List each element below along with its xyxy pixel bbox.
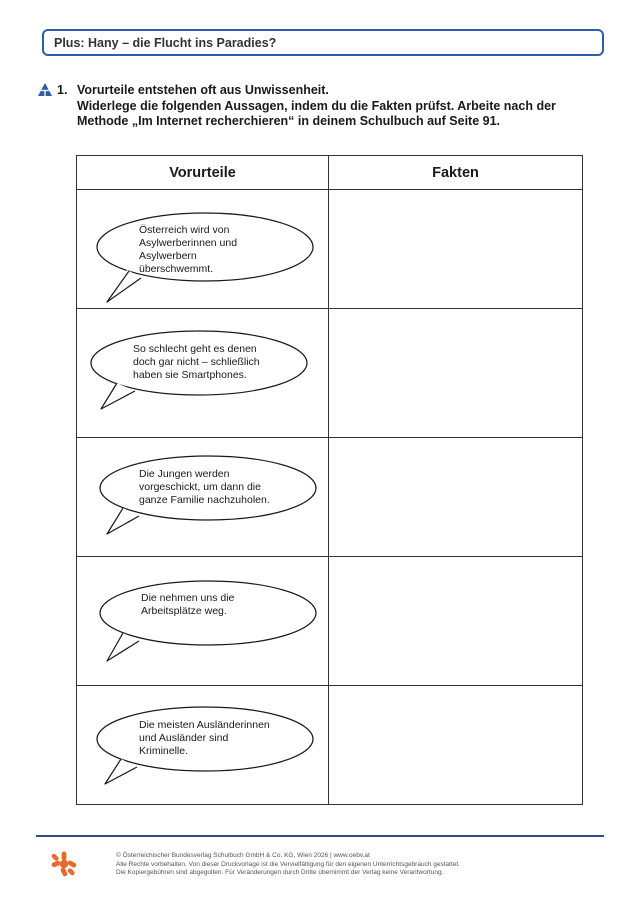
fact-cell[interactable] bbox=[329, 309, 583, 438]
task-line-2: Widerlege die folgenden Aussagen, indem du die Fakten prüfst. Arbeite nach der bbox=[77, 98, 556, 113]
task-line-1: Vorurteile entstehen oft aus Unwissenheit. bbox=[77, 83, 329, 97]
footer-line: Die Kopiergebühren sind abgegolten. Für Veränderungen durch Dritte übernimmt der Verlag keine Verantwortung. bbox=[116, 869, 444, 876]
prejudice-line: Arbeitsplätze weg. bbox=[141, 605, 227, 617]
prejudice-text bbox=[139, 224, 237, 276]
oebv-logo bbox=[50, 850, 78, 878]
prejudice-cell bbox=[77, 438, 329, 557]
table-row bbox=[77, 686, 583, 805]
prejudice-text bbox=[141, 592, 234, 618]
fact-cell[interactable] bbox=[329, 686, 583, 805]
column-header-prejudices: Vorurteile bbox=[77, 156, 329, 190]
prejudice-line: So schlecht geht es denen bbox=[133, 343, 257, 355]
prejudice-cell bbox=[77, 309, 329, 438]
prejudice-line: und Ausländer sind bbox=[139, 732, 229, 744]
prejudice-line: Österreich wird von bbox=[139, 224, 230, 236]
prejudice-cell bbox=[77, 190, 329, 309]
prejudice-line: Die Jungen werden bbox=[139, 468, 230, 480]
prejudice-text bbox=[139, 719, 270, 758]
prejudice-facts-table bbox=[76, 155, 583, 805]
column-header-facts: Fakten bbox=[329, 156, 583, 190]
table-row bbox=[77, 557, 583, 686]
footer-divider bbox=[36, 835, 604, 837]
prejudice-text bbox=[133, 343, 260, 382]
table-row bbox=[77, 438, 583, 557]
prejudice-line: doch gar nicht – schließlich bbox=[133, 356, 260, 368]
fact-cell[interactable] bbox=[329, 190, 583, 309]
prejudice-line: haben sie Smartphones. bbox=[133, 369, 247, 381]
footer-copyright bbox=[116, 852, 460, 878]
header-box bbox=[42, 29, 604, 56]
prejudice-line: Asylwerbern bbox=[139, 250, 197, 262]
prejudice-line: Die meisten Ausländerinnen bbox=[139, 719, 270, 731]
prejudice-line: ganze Familie nachzuholen. bbox=[139, 494, 270, 506]
prejudice-line: Asylwerberinnen und bbox=[139, 237, 238, 249]
footer-line: Alle Rechte vorbehalten. Von dieser Druckvorlage ist die Vervielfältigung für den eigenen Unterrichtsgebrauch gestattet. bbox=[116, 860, 460, 868]
task-number: 1. bbox=[57, 83, 68, 97]
prejudice-line: Die nehmen uns die bbox=[141, 592, 235, 604]
fact-cell[interactable] bbox=[329, 438, 583, 557]
prejudice-line: Kriminelle. bbox=[139, 745, 189, 757]
task-instructions bbox=[77, 83, 556, 130]
task-line-3: Methode „Im Internet recherchieren“ in deinem Schulbuch auf Seite 91. bbox=[77, 114, 501, 128]
prejudice-line: vorgeschickt, um dann die bbox=[139, 481, 261, 493]
triangle-level-icon bbox=[38, 83, 52, 96]
table-header-row bbox=[77, 156, 583, 190]
prejudice-cell bbox=[77, 557, 329, 686]
fact-cell[interactable] bbox=[329, 557, 583, 686]
footer-line: © Österreichischer Bundesverlag Schulbuch GmbH & Co. KG, Wien 2026 | www.oebv.at bbox=[116, 852, 370, 859]
page-title: Plus: Hany – die Flucht ins Paradies? bbox=[54, 35, 277, 50]
table-row bbox=[77, 309, 583, 438]
prejudice-line: überschwemmt. bbox=[139, 263, 214, 275]
speech-bubble bbox=[77, 557, 329, 685]
prejudice-text bbox=[139, 468, 270, 507]
prejudice-cell bbox=[77, 686, 329, 805]
table-row bbox=[77, 190, 583, 309]
